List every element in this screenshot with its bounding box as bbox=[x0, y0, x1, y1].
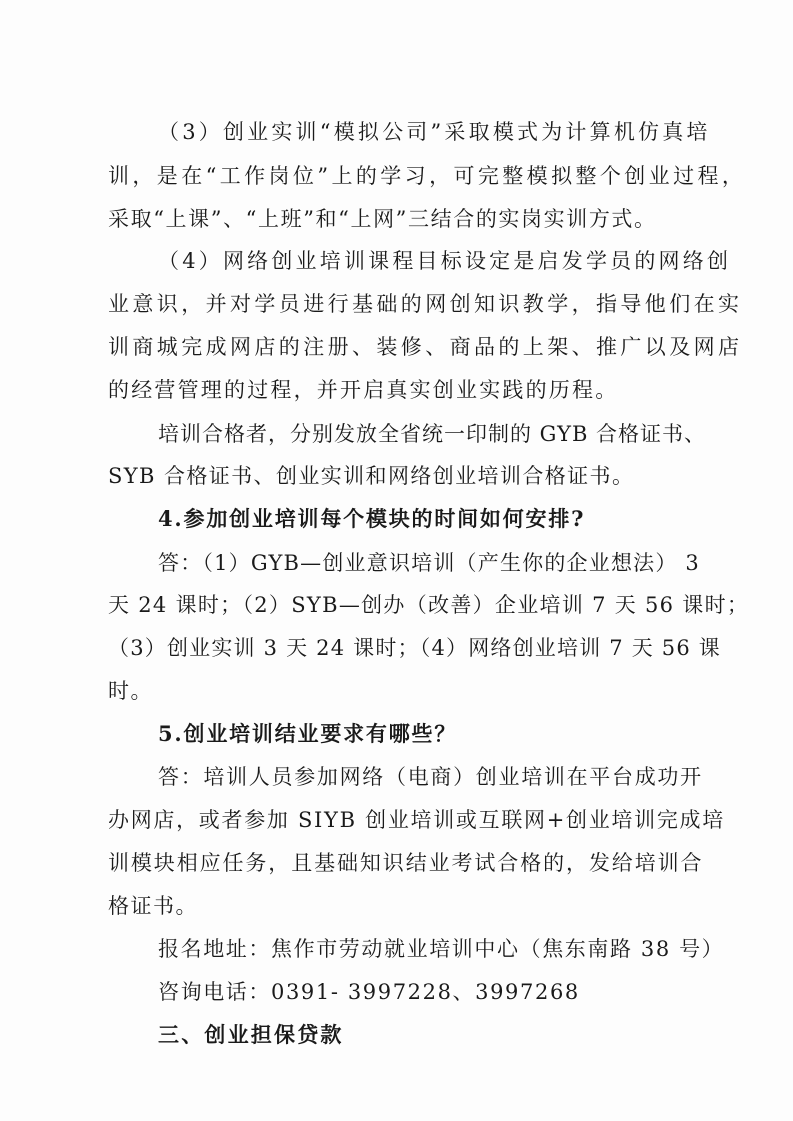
registration-address: 报名地址：焦作市劳动就业培训中心（焦东南路 38 号） bbox=[158, 937, 725, 961]
answer-line: （3）创业实训 3 天 24 课时；（4）网络创业培训 7 天 56 课 bbox=[108, 636, 721, 660]
question-heading: 4.参加创业培训每个模块的时间如何安排? bbox=[158, 506, 586, 531]
consultation-phone: 咨询电话：0391- 3997228、3997268 bbox=[158, 980, 580, 1004]
answer-line: 天 24 课时；（2）SYB—创办（改善）企业培训 7 天 56 课时； bbox=[108, 593, 750, 617]
paragraph-line: 采取“上课”、“上班”和“上网”三结合的实岗实训方式。 bbox=[108, 207, 657, 231]
answer-line: 时。 bbox=[108, 679, 153, 703]
answer-line: 格证书。 bbox=[108, 894, 198, 918]
paragraph-line: 业意识，并对学员进行基础的网创知识教学，指导他们在实 bbox=[108, 292, 743, 316]
paragraph-line: 训商城完成网店的注册、装修、商品的上架、推广以及网店 bbox=[108, 335, 743, 359]
section-heading: 三、创业担保贷款 bbox=[158, 1022, 344, 1047]
answer-line: 办网店，或者参加 SIYB 创业培训或互联网+创业培训完成培 bbox=[108, 808, 725, 832]
answer-line: 答：（1）GYB—创业意识培训（产生你的企业想法） 3 bbox=[158, 551, 700, 575]
paragraph-line: 训，是在“工作岗位”上的学习，可完整模拟整个创业过程， bbox=[108, 164, 747, 188]
paragraph-line: SYB 合格证书、创业实训和网络创业培训合格证书。 bbox=[108, 464, 635, 488]
paragraph-line: （3）创业实训“模拟公司”采取模式为计算机仿真培 bbox=[158, 120, 711, 144]
paragraph-line: 培训合格者，分别发放全省统一印制的 GYB 合格证书、 bbox=[158, 422, 707, 446]
answer-line: 训模块相应任务，且基础知识结业考试合格的，发给培训合 bbox=[108, 851, 704, 875]
question-heading: 5.创业培训结业要求有哪些？ bbox=[158, 721, 458, 746]
answer-line: 答：培训人员参加网络（电商）创业培训在平台成功开 bbox=[158, 765, 703, 789]
paragraph-line: 的经营管理的过程，并开启真实创业实践的历程。 bbox=[108, 378, 619, 402]
paragraph-line: （4）网络创业培训课程目标设定是启发学员的网络创 bbox=[158, 249, 732, 273]
